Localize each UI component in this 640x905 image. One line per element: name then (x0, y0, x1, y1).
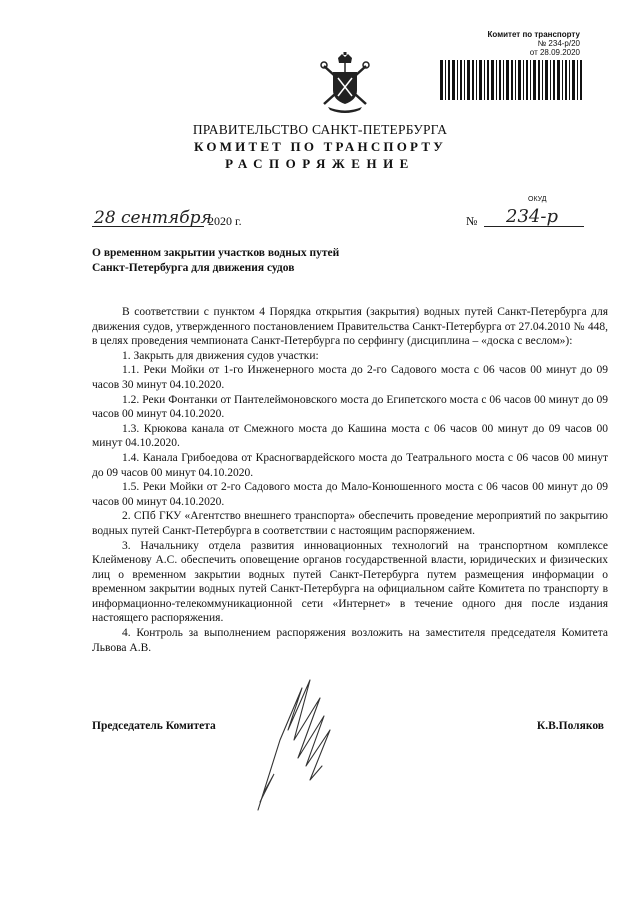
coat-of-arms-emblem (316, 52, 374, 114)
paragraph-item-1-1: 1.1. Реки Мойки от 1-го Инженерного моста до 2-го Садового моста с 06 часов 00 минут до 09 часов 30 минут 04.10.2020. (92, 364, 608, 391)
paragraph-preamble: В соответствии с пунктом 4 Порядка открытия (закрытия) водных путей Санкт-Петербурга для движения судов, утвержденного постановлением Правительства Санкт-Петербурга от 27.04.2010 № 448, в целях проведения чемпионата Санкт-Петербурга по серфингу (дисциплина – «доска с веслом»): (92, 306, 608, 348)
document-body (92, 305, 608, 655)
paragraph-item-1-5: 1.5. Реки Мойки от 2-го Садового моста до Мало-Конюшенного моста с 06 часов 00 минут до 09 часов 00 минут 04.10.2020. (92, 481, 608, 508)
paragraph-item-2: 2. СПб ГКУ «Агентство внешнего транспорта» обеспечить проведение мероприятий по закрытию водных путей Санкт-Петербурга в соответствии с настоящим распоряжением. (92, 510, 608, 537)
paragraph-item-1-4: 1.4. Канала Грибоедова от Красногвардейского моста до Театрального моста с 06 часов 00 минут до 09 часов 00 минут 04.10.2020. (92, 451, 608, 479)
number-handwritten: 234-р (506, 206, 558, 227)
date-year: 2020 г. (208, 214, 242, 228)
signature-title: Председатель Комитета (92, 720, 216, 732)
paragraph-item-4: 4. Контроль за выполнением распоряжения возложить на заместителя председателя Комитета Львова А.В. (92, 627, 608, 654)
paragraph-item-1-2: 1.2. Реки Фонтанки от Пантелеймоновского моста до Египетского моста с 06 часов 00 минут до 09 часов 00 минут 04.10.2020. (92, 393, 608, 421)
committee-heading: КОМИТЕТ ПО ТРАНСПОРТУ (194, 139, 446, 154)
stamp-line-2: № 234-р/20 (537, 39, 580, 48)
stamp-line-1: Комитет по транспорту (487, 30, 580, 39)
paragraph-item-3: 3. Начальнику отдела развития инновационных технологий на транспортном комплексе Клейменову А.С. обеспечить оповещение органов государственной власти, юридических и физических лиц о временном закрытии водных путей Санкт-Петербурга путем размещения информации о временном закрытии водных путей Санкт-Петербурга на официальном сайте Комитета по транспорту в информационно-телекоммуникационной сети «Интернет» в течение одного дня после издания настоящего распоряжения. (92, 539, 608, 625)
government-heading: ПРАВИТЕЛЬСТВО САНКТ-ПЕТЕРБУРГА (192, 122, 448, 137)
barcode (440, 60, 582, 100)
number-underline (484, 226, 584, 227)
date-underline (92, 226, 204, 227)
stamp-line-3: от 28.09.2020 (529, 48, 580, 57)
document-type-heading: РАСПОРЯЖЕНИЕ (225, 156, 415, 171)
paragraph-item-1: 1. Закрыть для движения судов участки: (122, 349, 319, 362)
registration-stamp (488, 30, 580, 57)
signatory-name: К.В.Поляков (536, 720, 604, 732)
number-sign: № (466, 214, 478, 228)
date-handwritten: 28 сентября (94, 208, 212, 228)
paragraph-item-1-3: 1.3. Крюкова канала от Смежного моста до Кашина моста с 06 часов 00 минут до 09 часов 00 минут 04.10.2020. (92, 422, 608, 450)
handwritten-signature (250, 670, 340, 820)
subject-title: О временном закрытии участков водных путей Санкт-Петербурга для движения судов (92, 247, 340, 274)
okud-label: ОКУД (528, 196, 547, 203)
